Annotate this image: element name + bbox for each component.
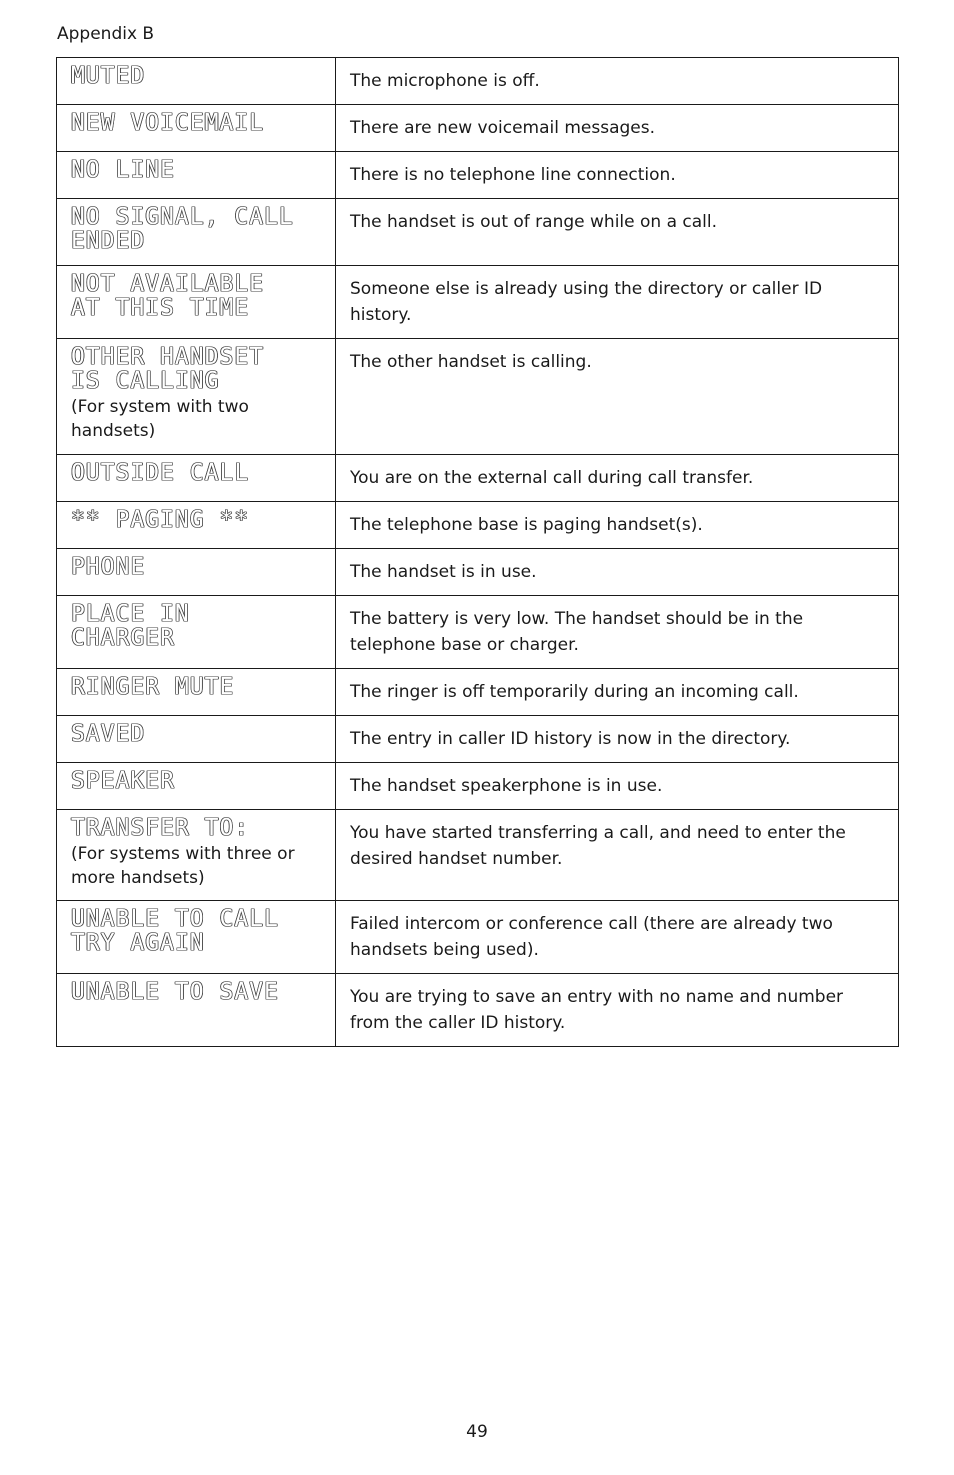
page-header: Appendix B	[57, 24, 155, 44]
table-body	[57, 58, 899, 1047]
screen-message-text: NOT AVAILABLE	[71, 271, 265, 297]
table-row	[57, 763, 899, 810]
table-row	[57, 596, 899, 669]
screen-message-text: NEW VOICEMAIL	[71, 110, 265, 136]
screen-message-text: TRANSFER TO:	[71, 815, 250, 841]
message-description: The telephone base is paging handset(s).	[336, 502, 899, 549]
screen-message-cell	[57, 266, 336, 339]
table-row	[57, 716, 899, 763]
table-row	[57, 339, 899, 455]
message-description: There is no telephone line connection.	[336, 152, 899, 199]
table-row	[57, 669, 899, 716]
table-row	[57, 266, 899, 339]
message-description: The entry in caller ID history is now in the directory.	[336, 716, 899, 763]
message-description: The handset is out of range while on a call.	[336, 199, 899, 266]
message-description: The microphone is off.	[336, 58, 899, 105]
screen-message-cell	[57, 763, 336, 810]
screen-message-text: NO SIGNAL, CALL	[71, 204, 294, 230]
table-row	[57, 502, 899, 549]
screen-message-cell	[57, 199, 336, 266]
screen-message-cell	[57, 339, 336, 455]
screen-message-text: MUTED	[71, 63, 146, 89]
screen-message-text: UNABLE TO SAVE	[71, 979, 279, 1005]
screen-message-cell	[57, 669, 336, 716]
screen-message-text: ENDED	[71, 228, 146, 254]
screen-message-text: SPEAKER	[71, 768, 175, 794]
screen-message-cell	[57, 596, 336, 669]
message-description: Someone else is already using the directory or caller ID history.	[336, 266, 899, 339]
screen-message-note: (For systems with three or more handsets)	[71, 844, 295, 888]
screen-message-cell	[57, 58, 336, 105]
screen-message-text: RINGER MUTE	[71, 674, 235, 700]
screen-message-text: OTHER HANDSET	[71, 344, 265, 370]
screen-message-text: UNABLE TO CALL	[71, 906, 279, 932]
screen-message-text: PHONE	[71, 554, 146, 580]
table-row	[57, 105, 899, 152]
message-description: Failed intercom or conference call (there are already two handsets being used).	[336, 901, 899, 974]
screen-message-text: SAVED	[71, 721, 146, 747]
table-row	[57, 810, 899, 901]
table-row	[57, 974, 899, 1047]
message-description: There are new voicemail messages.	[336, 105, 899, 152]
screen-message-cell	[57, 810, 336, 901]
message-description: The other handset is calling.	[336, 339, 899, 455]
message-description: You are trying to save an entry with no name and number from the caller ID history.	[336, 974, 899, 1047]
screen-message-text: IS CALLING	[71, 368, 220, 394]
screen-message-text: ** PAGING **	[71, 507, 250, 533]
screen-messages-table	[56, 57, 899, 1047]
page-number: 49	[466, 1422, 488, 1442]
screen-message-note: (For system with two handsets)	[71, 397, 249, 441]
table-row	[57, 549, 899, 596]
screen-message-cell	[57, 105, 336, 152]
message-description: The handset is in use.	[336, 549, 899, 596]
message-description: The battery is very low. The handset should be in the telephone base or charger.	[336, 596, 899, 669]
screen-message-cell	[57, 549, 336, 596]
screen-message-text: TRY AGAIN	[71, 930, 205, 956]
message-description: You have started transferring a call, and need to enter the desired handset number.	[336, 810, 899, 901]
screen-message-text: NO LINE	[71, 157, 175, 183]
table-row	[57, 455, 899, 502]
screen-message-text: CHARGER	[71, 625, 175, 651]
message-description: The ringer is off temporarily during an incoming call.	[336, 669, 899, 716]
screen-message-text: AT THIS TIME	[71, 295, 250, 321]
table-row	[57, 199, 899, 266]
table-row	[57, 58, 899, 105]
screen-message-text: PLACE IN	[71, 601, 190, 627]
screen-message-cell	[57, 502, 336, 549]
screen-message-cell	[57, 901, 336, 974]
screen-message-text: OUTSIDE CALL	[71, 460, 250, 486]
screen-message-cell	[57, 455, 336, 502]
screen-message-cell	[57, 716, 336, 763]
screen-message-cell	[57, 152, 336, 199]
screen-message-cell	[57, 974, 336, 1047]
table-row	[57, 152, 899, 199]
message-description: You are on the external call during call transfer.	[336, 455, 899, 502]
table-row	[57, 901, 899, 974]
message-description: The handset speakerphone is in use.	[336, 763, 899, 810]
